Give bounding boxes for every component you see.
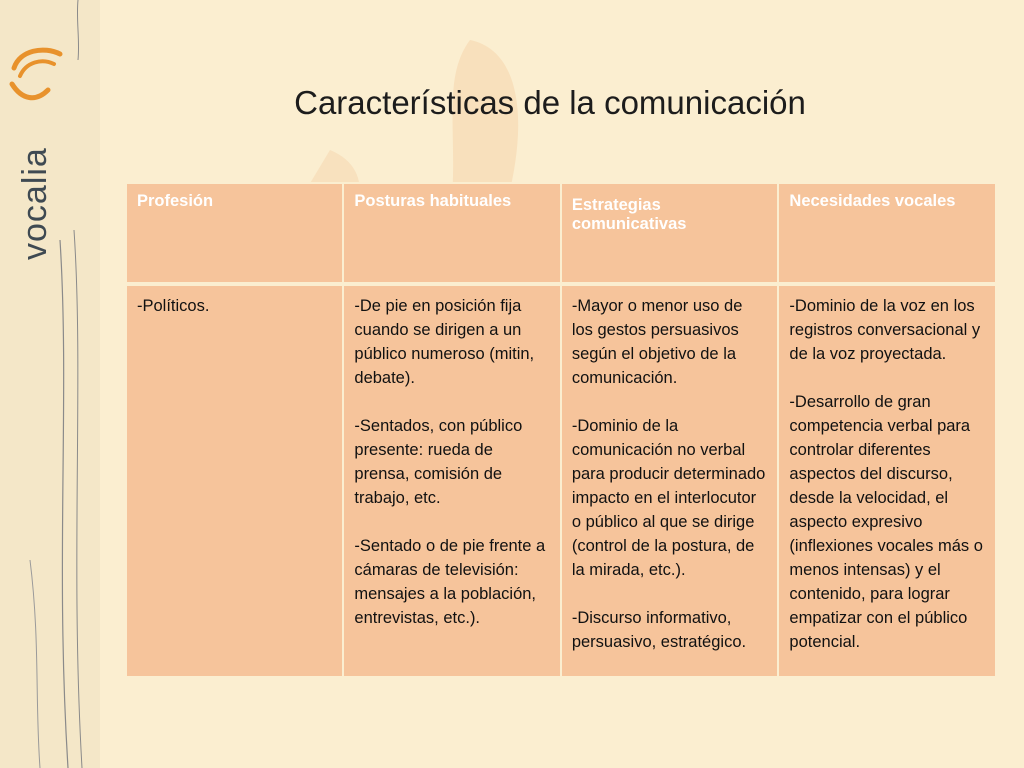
cell-necesidades bbox=[778, 284, 996, 677]
cell-text: -Dominio de la comunicación no verbal para producir determinado impacto en el interlocutor o público al que se dirige (control de la postura, de la mirada, etc.). bbox=[571, 417, 766, 579]
header-posturas: Posturas habituales bbox=[343, 183, 560, 284]
cell-text: -De pie en posición fija cuando se dirigen a un público numeroso (mitin, debate). bbox=[354, 297, 535, 387]
cell-text: -Sentados, con público presente: rueda de prensa, comisión de trabajo, etc. bbox=[354, 417, 523, 507]
cell-text: -Sentado o de pie frente a cámaras de televisión: mensajes a la población, entrevistas, etc.). bbox=[354, 537, 546, 627]
cell-estrategias bbox=[561, 284, 779, 677]
cell-text: -Desarrollo de gran competencia verbal para controlar diferentes aspectos del discurso, desde la velocidad, el aspecto expresivo (inflexiones vocales más o menos intensas) y el contenido, para lograr empatizar con el público potencial. bbox=[789, 393, 983, 651]
cell-profesion bbox=[126, 284, 343, 677]
cell-posturas bbox=[343, 284, 560, 677]
communication-table bbox=[125, 182, 997, 678]
header-profesion: Profesión bbox=[126, 183, 343, 284]
cell-text: -Dominio de la voz en los registros conversacional y de la voz proyectada. bbox=[789, 297, 981, 363]
header-necesidades: Necesidades vocales bbox=[778, 183, 996, 284]
logo-text: vocalia bbox=[16, 147, 54, 260]
table-row bbox=[126, 284, 996, 677]
vocalia-logo bbox=[0, 40, 100, 260]
table-header-row bbox=[126, 183, 996, 284]
cell-text: -Políticos. bbox=[137, 297, 210, 315]
cell-text: -Mayor o menor uso de los gestos persuasivos según el objetivo de la comunicación. bbox=[571, 297, 743, 387]
header-estrategias: Estrategias comunicativas bbox=[561, 183, 779, 284]
cell-text: -Discurso informativo, persuasivo, estratégico. bbox=[571, 609, 747, 651]
page-title: Características de la comunicación bbox=[294, 84, 806, 121]
